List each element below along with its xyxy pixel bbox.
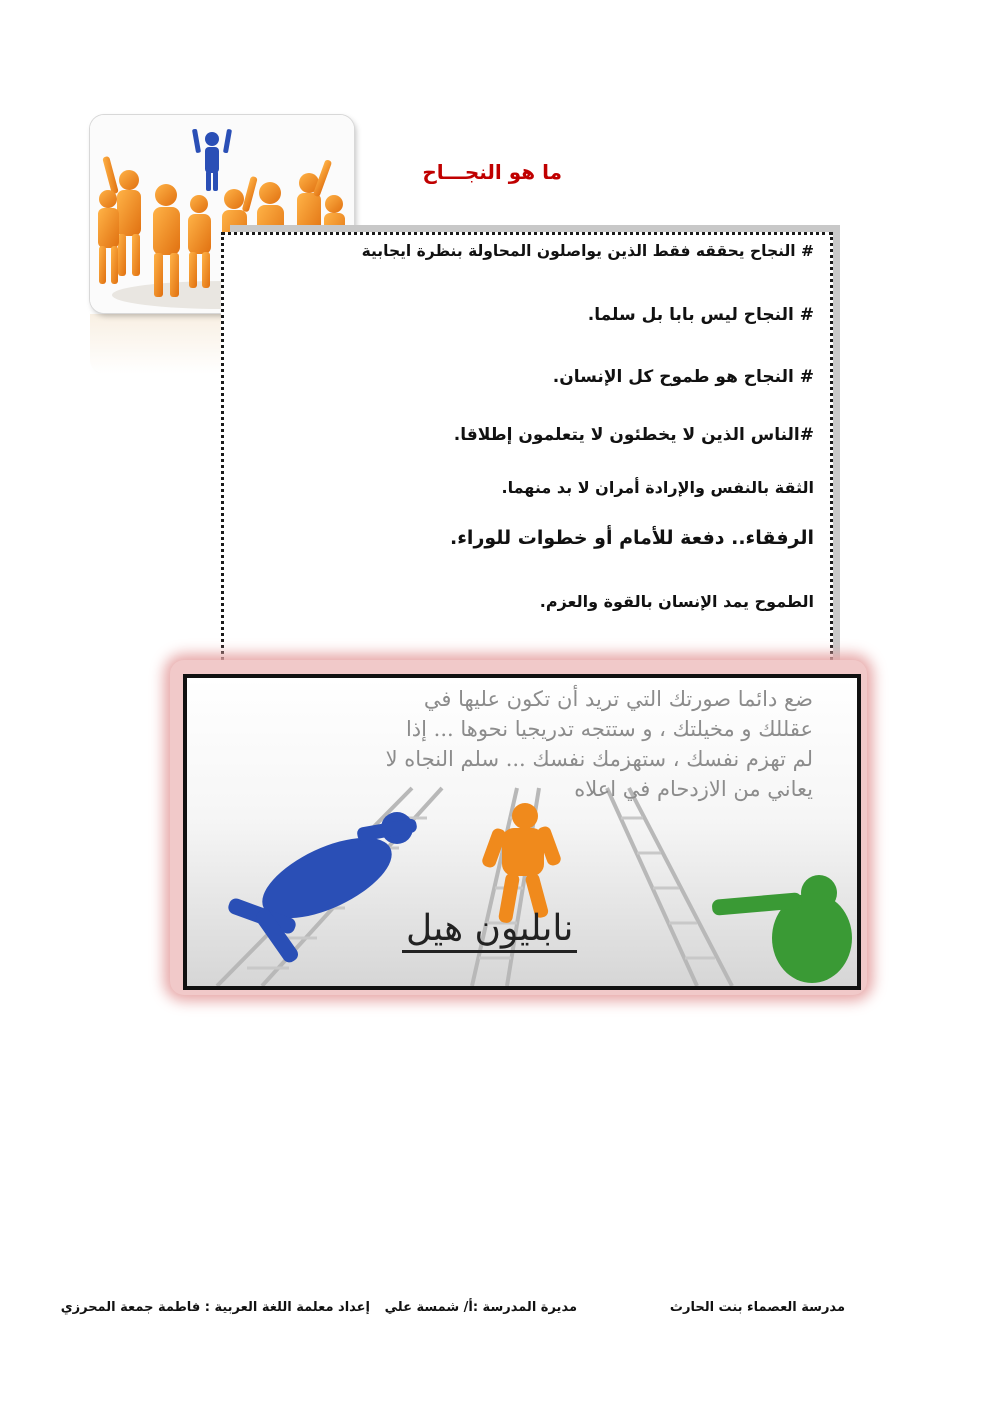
footer-teacher: إعداد معلمة اللغة العربية : فاطمة جمعة المحرزي xyxy=(60,1300,370,1315)
quote-line-2: # النجاح ليس بابا بل سلما. xyxy=(587,305,814,325)
page-title: ما هو النجـــاح xyxy=(422,160,562,184)
quote-line-1: # النجاح يحققه فقط الذين يواصلون المحاولة بنظرة ايجابية xyxy=(361,242,814,260)
quote-line-5: الثقة بالنفس والإرادة أمران لا بد منهما. xyxy=(501,478,814,497)
poster-quote-line: يعاني من الازدحام في اعلاه xyxy=(574,777,813,801)
poster-quote-line: لم تهزم نفسك ، ستهزمك نفسك ... سلم النجاه لا xyxy=(385,747,813,771)
ladder-poster xyxy=(183,674,861,990)
poster-author: نابليون هيل xyxy=(402,908,577,953)
quote-line-7: الطموح يمد الإنسان بالقوة والعزم. xyxy=(539,592,814,611)
poster-quote xyxy=(213,684,813,804)
poster-quote-line: ضع دائما صورتك التي تريد أن تكون عليها في xyxy=(423,687,813,711)
footer-school: مدرسة العصماء بنت الحارث xyxy=(669,1300,845,1315)
footer xyxy=(60,1300,845,1322)
quote-line-4: #الناس الذين لا يخطئون لا يتعلمون إطلاقا. xyxy=(453,425,814,445)
poster-quote-line: عقللك و مخيلتك ، و ستتجه تدريجيا نحوها ... إذا xyxy=(405,717,813,741)
quote-line-6: الرفقاء.. دفعة للأمام أو خطوات للوراء. xyxy=(450,527,814,549)
footer-principal: مديرة المدرسة :أ/ شمسة علي xyxy=(384,1300,577,1315)
quote-line-3: # النجاح هو طموح كل الإنسان. xyxy=(552,367,814,387)
